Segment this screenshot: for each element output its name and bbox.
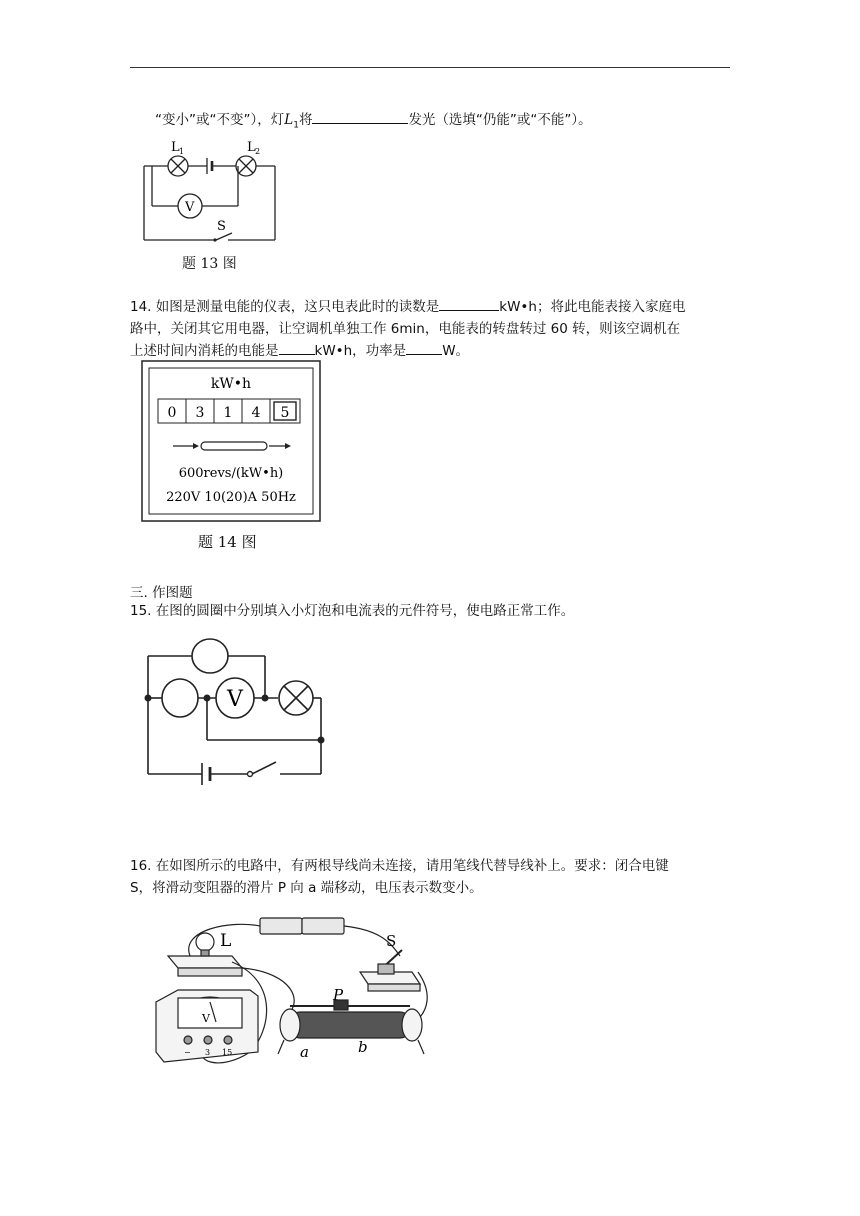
q14-revs-label: 600revs/(kW•h) (178, 466, 284, 481)
q14-unit-label: kW•h (210, 376, 252, 392)
q13-caption: 题 13 图 (182, 256, 237, 272)
q16-lamp-label: L (220, 931, 232, 951)
q15-voltmeter-label: V (227, 687, 243, 712)
q13-L2-label: L (247, 140, 256, 155)
q13-voltmeter-label: V (185, 200, 195, 215)
q16-apparatus-diagram (150, 912, 430, 1074)
q14-digit-1: 0 (167, 405, 177, 421)
q14-line1-a: 14. 如图是测量电能的仪表，这只电表此时的读数是 (130, 299, 440, 315)
q16-end-a-label: a (300, 1043, 309, 1061)
q13-answer-blank[interactable] (312, 109, 408, 124)
q13-L1-label: L (171, 140, 180, 155)
q13-lamp-symbol: L (284, 112, 294, 128)
section3-title: 三. 作图题 (130, 585, 193, 601)
q16-end-b-label: b (358, 1038, 368, 1056)
q14-rating-label: 220V 10(20)A 50Hz (166, 490, 296, 505)
q13-switch-label: S (217, 219, 226, 234)
q14-digit-4: 4 (251, 405, 261, 421)
q14-line2: 路中，关闭其它用电器，让空调机单独工作 6min，电能表的转盘转过 60 转，则该空调机在 (130, 321, 681, 337)
q16-figure (150, 912, 430, 1078)
q13-L2-sub: 2 (255, 147, 261, 156)
q15-figure (140, 632, 335, 796)
q14-blank-reading[interactable] (439, 296, 499, 311)
q14-disc-indicator (173, 442, 291, 450)
q14-caption: 题 14 图 (198, 533, 257, 551)
q13-text-mid: 将 (298, 112, 313, 128)
q14-blank-power[interactable] (406, 340, 442, 355)
q16-switch-label: S (386, 932, 397, 950)
q14-line3-c: W。 (442, 343, 470, 359)
q14-line3-a: 上述时间内消耗的电能是 (130, 343, 279, 359)
q14-line3-b: kW•h，功率是 (314, 343, 407, 359)
q16-terminal-15: 15 (222, 1048, 233, 1057)
q16-voltmeter-label: V (202, 1012, 210, 1025)
q13-text-after: 发光（选填“仍能”或“不能”）。 (408, 112, 592, 128)
q13-text (155, 109, 592, 137)
q14-energy-meter (141, 360, 321, 526)
header-rule (130, 67, 730, 68)
q14-line1 (130, 296, 685, 318)
q15-circuit-diagram (140, 632, 335, 792)
q14-line3 (130, 340, 469, 362)
q15-empty-circle-top[interactable] (192, 639, 228, 673)
q14-digit-2: 3 (195, 405, 205, 421)
q14-digit-5: 5 (280, 405, 290, 421)
q13-lamp-subscript: 1 (293, 120, 299, 131)
q13-L1-sub: 1 (179, 147, 185, 156)
q16-terminal-3: 3 (205, 1048, 211, 1057)
q16-terminal-minus: − (184, 1048, 191, 1057)
q14-digit-3: 1 (223, 405, 233, 421)
q16-line2: S，将滑动变阻器的滑片 P 向 a 端移动，电压表示数变小。 (130, 880, 483, 896)
q15-empty-circle-left[interactable] (162, 679, 198, 717)
q14-line1-b: kW•h；将此电能表接入家庭电 (499, 299, 686, 315)
q14-meter-svg (141, 360, 321, 522)
q13-text-before: “变小”或“不变”），灯 (155, 112, 285, 128)
q16-slider-label: P (333, 986, 344, 1004)
q15-text: 15. 在图的圆圈中分别填入小灯泡和电流表的元件符号，使电路正常工作。 (130, 603, 575, 619)
q16-line1: 16. 在如图所示的电路中，有两根导线尚未连接，请用笔线代替导线补上。要求：闭合电键 (130, 858, 669, 874)
q14-blank-energy[interactable] (279, 340, 315, 355)
